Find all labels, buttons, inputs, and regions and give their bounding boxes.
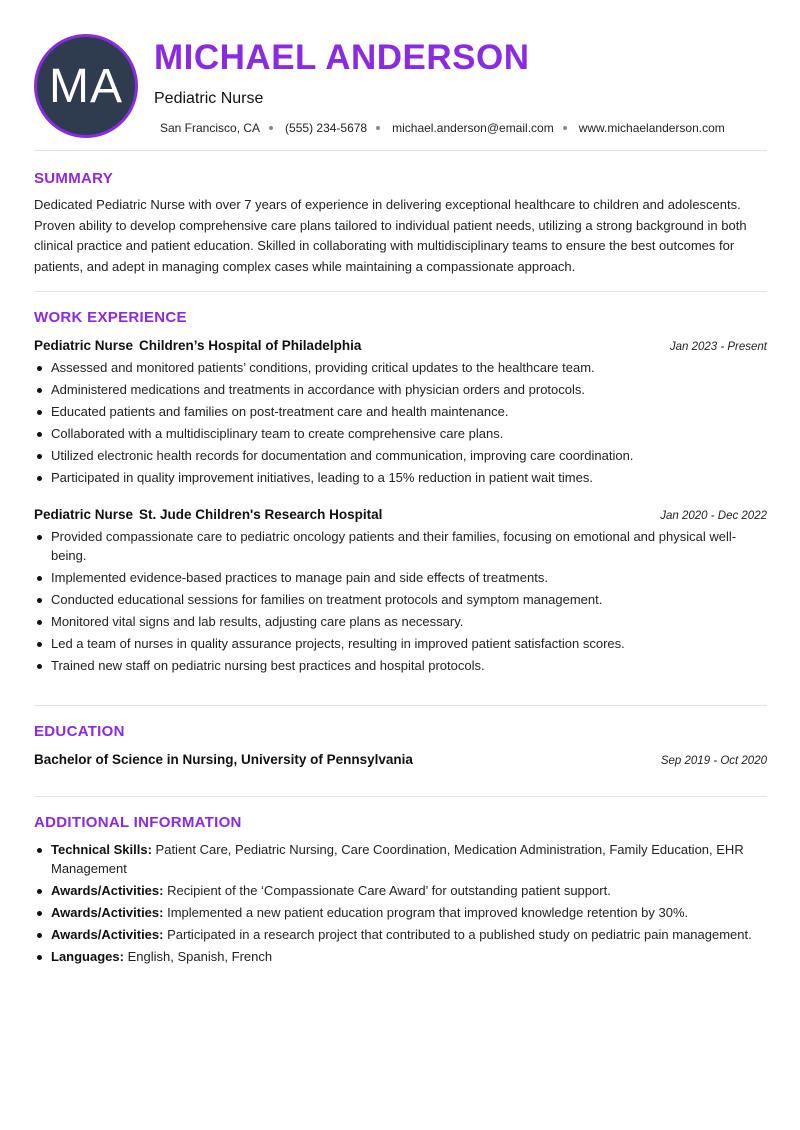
contact-line xyxy=(160,121,725,135)
job-dates: Jan 2020 - Dec 2022 xyxy=(660,510,767,522)
job-entry xyxy=(34,507,767,679)
list-item: Participated in quality improvement initiatives, leading to a 15% reduction in patient wait times. xyxy=(34,469,767,488)
job-organization: Children’s Hospital of Philadelphia xyxy=(139,338,362,353)
summary-section xyxy=(34,170,767,277)
item-label: Awards/Activities: xyxy=(51,926,164,942)
list-item: Provided compassionate care to pediatric oncology patients and their families, focusing on emotional and physical well-being. xyxy=(34,528,767,565)
contact-phone: (555) 234-5678 xyxy=(285,121,368,135)
additional-list xyxy=(34,841,767,966)
item-label: Languages: xyxy=(51,948,124,964)
item-text: Patient Care, Pediatric Nursing, Care Coordination, Medication Administration, Family Education, EHR Management xyxy=(51,842,744,876)
divider xyxy=(34,705,767,706)
item-label: Technical Skills: xyxy=(51,842,152,857)
list-item xyxy=(34,904,767,923)
job-organization: St. Jude Children's Research Hospital xyxy=(139,507,383,522)
item-text: Participated in a research project that contributed to a published study on pediatric pain management. xyxy=(167,926,752,942)
education-dates: Sep 2019 - Oct 2020 xyxy=(660,755,767,767)
job-title xyxy=(34,338,361,353)
job-bullets xyxy=(34,528,767,675)
section-heading-additional: ADDITIONAL INFORMATION xyxy=(34,814,242,831)
item-text: Implemented a new patient education program that improved knowledge retention by 30%. xyxy=(167,904,689,920)
separator-dot-icon xyxy=(563,126,567,130)
list-item: Administered medications and treatments in accordance with physician orders and protocols. xyxy=(34,381,767,400)
section-heading-summary: SUMMARY xyxy=(34,170,114,187)
job-bullets xyxy=(34,359,767,488)
divider xyxy=(34,796,767,797)
contact-location: San Francisco, CA xyxy=(160,121,261,135)
separator-dot-icon xyxy=(376,126,380,130)
avatar xyxy=(34,34,138,138)
separator-dot-icon xyxy=(269,126,273,130)
list-item xyxy=(34,926,767,945)
list-item: Utilized electronic health records for documentation and communication, improving care coordination. xyxy=(34,447,767,466)
list-item: Implemented evidence-based practices to manage pain and side effects of treatments. xyxy=(34,569,767,588)
divider xyxy=(34,291,767,292)
item-text: English, Spanish, French xyxy=(127,948,273,964)
experience-section xyxy=(34,309,767,326)
candidate-title: Pediatric Nurse xyxy=(154,90,264,107)
item-label: Awards/Activities: xyxy=(51,904,164,920)
list-item: Trained new staff on pediatric nursing best practices and hospital protocols. xyxy=(34,657,767,676)
list-item xyxy=(34,882,767,901)
candidate-name: MICHAEL ANDERSON xyxy=(154,38,530,77)
list-item: Educated patients and families on post-treatment care and health maintenance. xyxy=(34,403,767,422)
list-item xyxy=(34,948,767,967)
education-section xyxy=(34,723,767,767)
summary-text: Dedicated Pediatric Nurse with over 7 years of experience in delivering exceptional healthcare to children and adolescents. Proven ability to develop comprehensive care plans tailored to individual patient needs, utilizing a strong background in both clinical practice and patient education. Skilled in collaborating with multidisciplinary teams to ensure the best outcomes for patients, and adept in managing complex cases while maintaining a compassionate approach. xyxy=(34,197,747,274)
job-role: Pediatric Nurse xyxy=(34,338,134,353)
divider xyxy=(34,150,767,151)
job-title xyxy=(34,507,382,522)
job-dates: Jan 2023 - Present xyxy=(669,341,767,353)
resume-header xyxy=(34,34,767,138)
item-label: Awards/Activities: xyxy=(51,882,164,898)
list-item: Led a team of nurses in quality assurance projects, resulting in improved patient satisfaction scores. xyxy=(34,635,767,654)
contact-website: www.michaelanderson.com xyxy=(578,121,725,135)
list-item: Assessed and monitored patients’ conditions, providing critical updates to the healthcare team. xyxy=(34,359,767,378)
list-item: Monitored vital signs and lab results, adjusting care plans as necessary. xyxy=(34,613,767,632)
item-text: Recipient of the ‘Compassionate Care Award’ for outstanding patient support. xyxy=(167,882,611,898)
education-degree: Bachelor of Science in Nursing, University of Pennsylvania xyxy=(34,752,413,767)
job-entry xyxy=(34,338,767,492)
list-item xyxy=(34,841,767,878)
list-item: Collaborated with a multidisciplinary team to create comprehensive care plans. xyxy=(34,425,767,444)
section-heading-experience: WORK EXPERIENCE xyxy=(34,309,187,326)
contact-email: michael.anderson@email.com xyxy=(392,121,554,135)
section-heading-education: EDUCATION xyxy=(34,723,125,740)
list-item: Conducted educational sessions for families on treatment protocols and symptom management. xyxy=(34,591,767,610)
avatar-initials: MA xyxy=(49,59,123,113)
additional-section xyxy=(34,814,767,970)
job-role: Pediatric Nurse xyxy=(34,507,134,522)
